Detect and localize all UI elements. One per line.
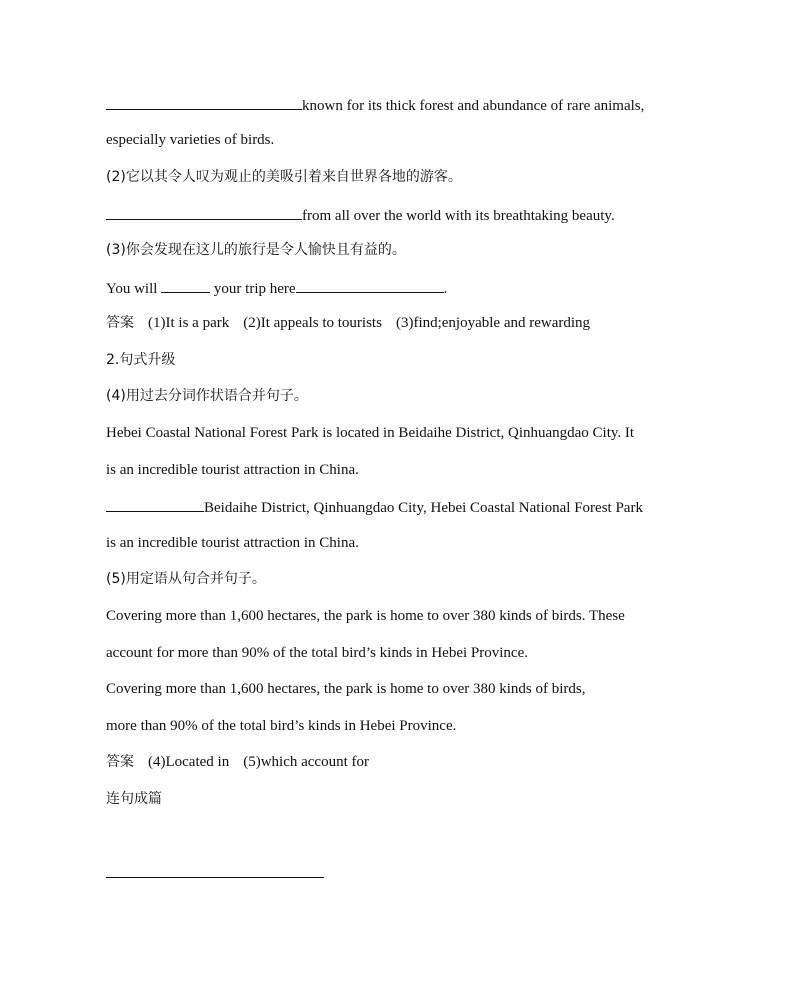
question-3-chinese: (3)你会发现在这儿的旅行是令人愉快且有益的。 — [106, 242, 406, 258]
line-6 — [106, 277, 447, 299]
answer-item: (3)find;enjoyable and rewarding — [395, 315, 591, 331]
section-heading: 连句成篇 — [106, 791, 162, 807]
line-12 — [106, 496, 643, 518]
question-4-instruction: (4)用过去分词作状语合并句子。 — [106, 388, 308, 404]
line-16: account for more than 90% of the total bird’s kinds in Hebei Province. — [106, 645, 528, 661]
line-text: your trip here — [213, 281, 296, 297]
question-2-chinese: (2)它以其令人叹为观止的美吸引着来自世界各地的游客。 — [106, 169, 462, 185]
line-15: Covering more than 1,600 hectares, the park is home to over 380 kinds of birds. These — [106, 608, 625, 624]
answer-rule — [106, 877, 324, 878]
answer-item: (4)Located in — [148, 754, 230, 770]
question-5-instruction: (5)用定语从句合并句子。 — [106, 571, 266, 587]
line-1 — [106, 94, 644, 116]
line-10: Hebei Coastal National Forest Park is located in Beidaihe District, Qinhuangdao City. It — [106, 425, 635, 441]
line-2: especially varieties of birds. — [106, 132, 275, 148]
answer-item: (1)It is a park — [148, 315, 230, 331]
fill-blank — [161, 277, 210, 293]
answer-label: 答案 — [106, 315, 134, 331]
line-11: is an incredible tourist attraction in China. — [106, 462, 359, 478]
line-17: Covering more than 1,600 hectares, the park is home to over 380 kinds of birds, — [106, 681, 586, 697]
section-heading: 2.句式升级 — [106, 352, 176, 368]
line-text: Beidaihe District, Qinhuangdao City, Hebei Coastal National Forest Park — [204, 500, 643, 516]
answer-item: (5)which account for — [243, 754, 369, 770]
answer-line-1 — [106, 313, 590, 333]
fill-blank — [106, 204, 302, 220]
answer-label: 答案 — [106, 754, 134, 770]
line-18: more than 90% of the total bird’s kinds in Hebei Province. — [106, 718, 457, 734]
line-13: is an incredible tourist attraction in China. — [106, 535, 359, 551]
fill-blank — [106, 496, 204, 512]
answer-item: (2)It appeals to tourists — [243, 315, 382, 331]
line-text: known for its thick forest and abundance of rare animals, — [302, 98, 645, 114]
fill-blank — [106, 94, 302, 110]
line-text: . — [443, 281, 448, 297]
line-4 — [106, 204, 615, 226]
line-text: from all over the world with its breathtaking beauty. — [302, 208, 615, 224]
line-text: You will — [106, 281, 158, 297]
answer-line-2 — [106, 752, 369, 772]
fill-blank — [296, 277, 444, 293]
